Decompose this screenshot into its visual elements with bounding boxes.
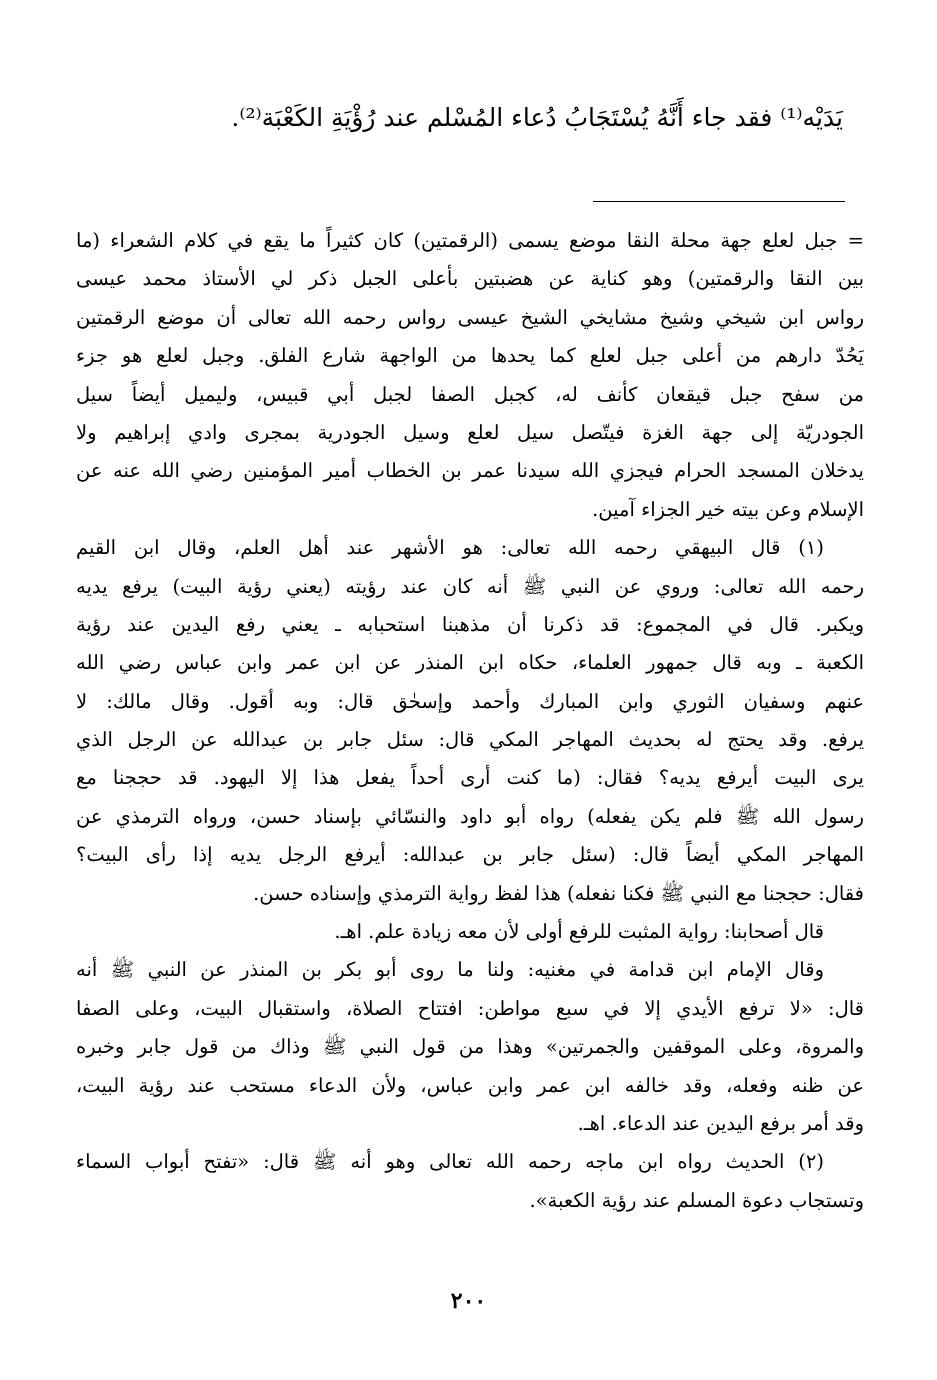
footnote-line: وقال الإمام ابن قدامة في مغنيه: ولنا ما روى أبو بكر بن المنذر عن النبي ﷺ أنه: [76, 958, 824, 982]
footnote-line: رواس ابن شيخي وشيخ مشايخي الشيخ عيسى رواس رحمه الله تعالى أن موضع الرقمتين: [76, 305, 864, 329]
footnote-line: = جبل لعلع جهة محلة النقا موضع يسمى (الرقمتين) كان كثيراً ما يقع في كلام الشعراء (ما: [76, 229, 864, 252]
footnote-line: قال: «لا ترفع الأيدي إلا في سبع مواطن: افتتاح الصلاة، واستقبال البيت، وعلى الصفا: [76, 996, 864, 1020]
main-text-line: يَدَيْه⁽¹⁾ فقد جاء أَنَّهُ يُسْتَجَابُ دُعاء المُسْلم عند رُؤْيَةِ الكَعْبَة⁽²⁾.: [231, 103, 843, 132]
footnote-line: عنهم وسفيان الثوري وابن المبارك وأحمد وإسحٰق قال: وبه أقول. وقال مالك: لا: [76, 689, 864, 713]
footnote-line: قال أصحابنا: رواية المثبت للرفع أولى لأن معه زيادة علم. اهـ.: [334, 920, 824, 944]
footnote-line: الكعبة ـ وبه قال جمهور العلماء، حكاه ابن المنذر عن ابن عمر وابن عباس رضي الله: [76, 651, 864, 675]
footnote-line: (١) قال البيهقي رحمه الله تعالى: هو الأشهر عند أهل العلم، وقال ابن القيم: [76, 536, 824, 560]
footnote-line: رسول الله ﷺ فلم يكن يفعله) رواه أبو داود والنسّائي بإسناد حسن، ورواه الترمذي عن: [76, 804, 864, 828]
footnote-line: عن ظنه وفعله، وقد خالفه ابن عمر وابن عباس، ولأن الدعاء مستحب عند رؤية البيت،: [76, 1073, 864, 1097]
footnote-line: (٢) الحديث رواه ابن ماجه رحمه الله تعالى وهو أنه ﷺ قال: «تفتح أبواب السماء: [76, 1150, 824, 1174]
footnote-line: والمروة، وعلى الموقفين والجمرتين» وهذا من قول النبي ﷺ وذاك من قول جابر وخبره: [76, 1035, 864, 1059]
footnote-continuation: [76, 222, 864, 529]
footnote-1-paragraph-a: [76, 913, 864, 951]
footnote-line: وقد أمر برفع اليدين عند الدعاء. اهـ.: [577, 1111, 864, 1135]
footnote-line: يرفع. وقد يحتج له بحديث المهاجر المكي قال: سئل جابر بن عبدالله عن الرجل الذي: [76, 728, 864, 752]
footnote-1: [76, 529, 864, 913]
footnote-line: ويكبر. قال في المجموع: قد ذكرنا أن مذهبنا استحبابه ـ يعني رفع اليدين عند رؤية: [76, 612, 864, 636]
footnotes-section: [76, 222, 864, 1220]
footnote-line: رحمه الله تعالى: وروي عن النبي ﷺ أنه كان عند رؤيته (يعني رؤية البيت) يرفع يديه: [76, 574, 864, 598]
footnote-line: من سفح جبل قيقعان كأنف له، كجبل الصفا لجبل أبي قبيس، وليميل أيضاً سيل: [76, 382, 864, 406]
footnote-line: يرى البيت أيرفع يديه؟ فقال: (ما كنت أرى أحداً يفعل هذا إلا اليهود. قد حججنا مع: [76, 766, 864, 790]
footnote-separator: [593, 201, 845, 202]
footnote-1-paragraph-b: [76, 951, 864, 1143]
footnote-line: بين النقا والرقمتين) وهو كناية عن هضبتين بأعلى الجبل ذكر لي الأستاذ محمد عيسى: [76, 267, 864, 291]
footnote-line: الإسلام وعن بيته خير الجزاء آمين.: [592, 497, 864, 521]
footnote-line: الجودريّة إلى جهة الغزة فيتّصل سيل لعلع وسيل الجودرية بمجرى وادي إبراهيم ولا: [76, 420, 864, 444]
footnote-line: يَحُدّ دارهم من أعلى جبل لعلع كما يحدها من الواجهة شارع الفلق. وجبل لعلع هو جزء: [76, 344, 864, 368]
page-number: ٢٠٠: [450, 1288, 487, 1314]
footnote-2: [76, 1143, 864, 1220]
footnote-line: يدخلان المسجد الحرام فيجزي الله سيدنا عمر بن الخطاب أمير المؤمنين رضي الله عنه عن: [76, 459, 864, 483]
footnote-line: فقال: حججنا مع النبي ﷺ فكنا نفعله) هذا لفظ رواية الترمذي وإسناده حسن.: [253, 881, 864, 905]
footnote-line: وتستجاب دعوة المسلم عند رؤية الكعبة».: [529, 1188, 864, 1212]
footnote-line: المهاجر المكي أيضاً قال: (سئل جابر بن عبدالله: أيرفع الرجل يديه إذا رأى البيت؟: [76, 843, 864, 867]
